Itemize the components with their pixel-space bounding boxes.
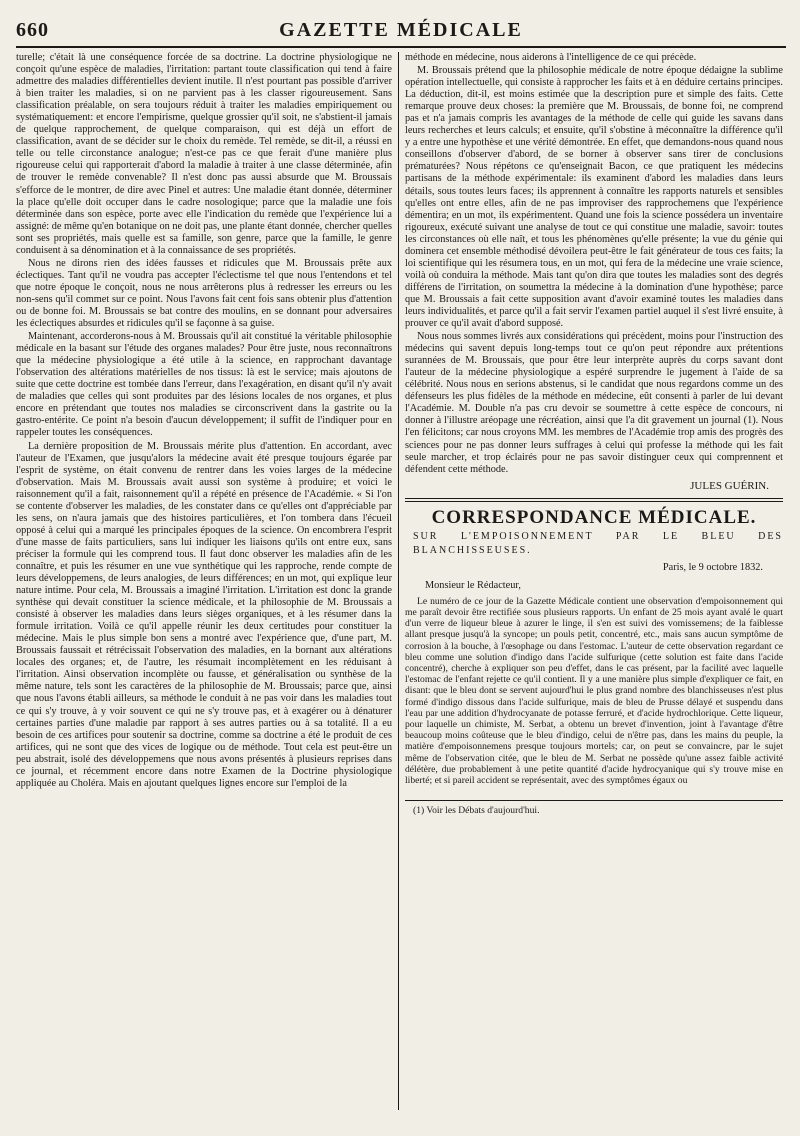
right-paragraph-2: M. Broussais prétend que la philosophie médicale de notre époque dédaigne la sublime opération intellectuelle, qui consiste à rapprocher les faits et à en déduire certains principes. La déduction, dit-il, est moins estimée que la description pure et simple des faits. Cette remarque prouve deux choses: la première que M. Broussais, de bonne foi, ne comprend pas et n'a jamais compris les avantages de la méthode de celle qui guide les savans dans leurs recherches et leurs calculs; et ensuite, qu'il s'obstine à méconnaître la différence qu'il y a entre une hypothèse et une vérité démontrée. En effet, que demandons-nous quand nous conseillons d'observer d'abord, de se borner à observer sans tirer de conclusions prématurées? Nous répétons ce qu'enseignait Bacon, ce que pratiquent les médecins partisans de la méthode expérimentale: ils examinent d'abord les maladies dans leurs détails, sous toutes leurs faces; ils apprennent à connaître les rapports naturels et sensibles qu'elles ont entre elles, afin de ne pas improviser des rapprochemens que l'expérience démentira; en un mot, ils expérimentent. Quand une fois la science possédera un inventaire rigoureux, exécuté suivant une analyse de tout ce qui constitue une maladie, savoir: toutes les circonstances où elle naît, et tous les phénomènes qu'elle présente; la vue du génie qui dominera cet ensemble méthodisé dévoilera peut-être le fait générateur de tous ces faits; la loi scientifique qui les résumera tous, en un mot, qui fera de la médecine une vraie science, voilà où conduira la méthode. Mais tant qu'on dira que toutes les maladies sont des degrés différens de l'irritation, on soumettra la médecine à la domination d'une hypothèse; parce que M. Broussais a fait cette supposition avant d'avoir examiné toutes les maladies dans leurs individualités, et parce qu'il a fait servir l'examen partiel auquel il s'est livré ensuite, à prouver ce qu'il avait d'abord supposé. — [405, 65, 783, 330]
correspondance-subtitle: SUR L'EMPOISONNEMENT PAR LE BLEU DES BLANCHISSEUSES. — [413, 530, 783, 556]
letter-dateline: Paris, le 9 octobre 1832. — [662, 561, 763, 573]
author-signature: JULES GUÉRIN. — [690, 479, 769, 492]
right-paragraph-3: Nous nous sommes livrés aux considérations qui précèdent, moins pour l'instruction des médecins qui savent depuis long-temps tout ce qu'on peut répondre aux prétentions surannées de M. Broussais, que pour être leur interprète auprès du corps savant dont l'auteur de la médecine physiologique a espéré surprendre le jugement à l'aide de sa célébrité. Nous nous en serions abstenus, si le candidat que nous regardons comme un des défenseurs les plus fidèles de la méthode en médecine, eût consenti à parler de lui devant l'Académie. M. Double n'a pas cru devoir se soumettre à cette espèce de concours, ni donner à l'illustre aréopage une récréation, ainsi que l'a dit gravement un journal (1). Nous l'en félicitons; car nous croyons MM. les membres de l'Académie trop amis des progrès des sciences pour ne pas donner leurs suffrages à celui qui professe la méthode qui les fait seule marcher, et trop éclairés pour ne pas savoir distinguer ceux qui comprennent et défendent cette méthode. — [405, 331, 783, 475]
letter-body: Le numéro de ce jour de la Gazette Médicale contient une observation d'empoisonnement qui me paraît devoir être rectifiée sous plusieurs rapports. Un enfant de 25 mois ayant avalé le quart d'un verre de liqueur bleue à azurer le linge, il s'en est suivi des vomissemens; de la faiblesse allant presque jusqu'à la syncope; un pouls petit, concentré, etc., mais sans aucun symptôme de corrosion à la bouche, à l'œsophage ou dans l'estomac. L'auteur de cette observation regardant ce bleu comme une solution d'indigo dans l'acide sulfurique (cette solution est faite dans l'acide concentré), cherche à expliquer son peu d'effet, dans le cas présent, par la facilité avec laquelle l'estomac de l'enfant rejette ce qu'il contient. Il y a une manière plus simple d'expliquer ce fait, en disant: que le bleu dont se servent aujourd'hui le plus grand nombre des blanchisseuses n'est plus formé d'indigo dissous dans l'acide sulfurique, mais de bleu de Prusse délayé et suspendu dans l'eau par une addition d'hydrocyanate de potasse ferruré, et d'acide hydrochlorique. Cette liqueur, pour laquelle un chimiste, M. Serbat, a obtenu un brevet d'invention, joint à l'avantage d'être beaucoup moins coûteuse que le bleu d'indigo, celui de n'être pas, dans les mains du peuple, la matière d'empoisonnemens presque toujours mortels; car, on peut se convaincre, par le sujet même de l'observation citée, que le bleu de M. Serbat ne possède qu'une assez faible activité délétère, due probablement à une petite quantité d'acide hydrocyanique qui s'y trouve mise en liberté; et si pareil accident se représentait, avec des symptômes égaux ou — [405, 595, 783, 787]
page-header — [16, 16, 786, 48]
left-column — [12, 52, 398, 1110]
correspondance-title: CORRESPONDANCE MÉDICALE. — [431, 506, 757, 528]
letter-salutation: Monsieur le Rédacteur, — [425, 579, 521, 591]
page-number: 660 — [16, 19, 49, 41]
left-paragraph-3: Maintenant, accorderons-nous à M. Broussais qu'il ait constitué la véritable philosophie médicale en la basant sur l'étude des organes malades? Pour être juste, nous reconnaîtrons que la médecine physiologique a été utile à la science, en rapprochant davantage l'observation des altérations matérielles de nos tissus: là est le service; mais ajoutons de suite que cette doctrine est tombée dans l'erreur, dans l'exagération, en disant qu'il n'y avait de maladies que celles qui sont produites par des lésions locales de nos organes, et plus encore en prétendant que toutes nos maladies se circonscrivent dans la gastrite ou la gastro-entérite. Ce point n'a besoin d'aucun développement; il suffit de l'indiquer pour en rappeler toutes les conséquences. — [16, 331, 392, 439]
right-paragraph-1: méthode en médecine, nous aiderons à l'intelligence de ce qui précède. — [405, 52, 697, 63]
footnote: (1) Voir les Débats d'aujourd'hui. — [405, 800, 783, 817]
left-paragraph-2: Nous ne dirons rien des idées fausses et ridicules que M. Broussais prête aux éclectiques. Tant qu'il ne voudra pas accepter l'éclectisme tel que nous l'entendons et tel que notre époque le conçoit, nous ne nous arrêterons plus à redresser les erreurs ou les non-sens qu'il commet sur ce point. Nous l'avons fait cent fois sans obtenir plus d'attention ou de bonne foi. M. Broussais se bat contre des moulins, en se donnant pour adversaires les éclectiques absurdes et ridicules qu'il se façonne à sa guise. — [16, 257, 392, 330]
right-column — [399, 52, 785, 1110]
left-paragraph-1: turelle; c'était là une conséquence forcée de sa doctrine. La doctrine physiologique ne conçoit qu'une espèce de maladies, l'irritation: partant toute classification qui tend à faire admettre des maladies différentielles devient inutile. Il n'est pourtant pas possible d'arriver à bien traiter les maladies, si on ne parvient pas à les classer rigoureusement. Sans classification préalable, on sera toujours réduit à traiter les maladies empiriquement ou systématiquement: et encore l'empirisme, quelque grossier qu'il soit, ne s'abstient-il jamais de quelque rapprochement, de quelque comparaison, qui est déjà un effort de classification, avant de se décider sur le choix du remède. Tel remède, se dit-il, a réussi en telle ou telle circonstance analogue; n'est-ce pas ce que ferait d'une manière plus rigoureuse celui qui rapporterait d'abord la maladie à traiter à une classe déterminée, afin de trouver le remède convenable? Il n'est donc pas aussi absurde que M. Broussais s'efforce de le montrer, de dire avec Pinel et autres: Une maladie étant donnée, déterminer la place qu'elle doit occuper dans le cadre nosologique; parce que la maladie une fois déterminée dans son espèce, porte avec elle l'indication du remède que l'expérience lui a assigné: de même qu'en botanique on ne doit pas, une plante étant donnée, chercher quelles sont ses propriétés, mais quelle est sa famille, son genre, parce que la famille, le genre conduisent à sa dénomination et à la connaissance de ses propriétés. — [16, 52, 392, 256]
left-paragraph-4: La dernière proposition de M. Broussais mérite plus d'attention. En accordant, avec l'auteur de l'Examen, que jusqu'alors la médecine avait été presque toujours égarée par l'esprit de système, on était convenu de rentrer dans les voies larges de la médecine d'observation. Mais M. Broussais avait aussi son système à produire; et voici le raisonnement qu'il a fait, raisonnement qu'il a répété en présence de l'Académie. « Si l'on se contente d'observer les maladies, de les constater dans ce qu'elles ont d'appréciable par les sens, on n'aura jamais que des histoires particulières, et l'on tombera dans l'écueil opposé à celui qui a marqué les principales époques de la science. On encombrera l'esprit d'une masse de faits particuliers, sans lui indiquer les liaisons qu'ils ont entre eux, sans préciser la formule qui les comprend tous. Il faut donc observer les maladies afin de les connaître, et puis les résumer en une vue synthétique qui les rapproche, rende compte de leurs développemens, de leurs analogies, de leurs différences; en un mot, qui explique leur nature intime. Pour cela, M. Broussais a imaginé l'irritation. L'irritation est donc la grande synthèse qui devait constituer la science médicale, et la philosophie de M. Broussais a consisté à observer les maladies dans leurs sièges organiques, et à les résumer dans la formule irritation. Voilà ce qu'il appelle réunir les deux certitudes pour constituer la médecine. Mais le plus simple bon sens a montré avec l'expérience que, d'une part, M. Broussais faussait et rétrécissait l'observation des maladies, en la bornant aux altérations locales des organes; et, de l'autre, les résumait incomplètement en les réduisant à l'irritation. Ainsi observation incomplète ou fausse, et généralisation ou synthèse de la même nature, tels sont les caractères de la philosophie de M. Broussais; parce que, ainsi que nous l'avons établi ailleurs, sa méthode le conduit à ne pas voir dans les maladies tout ce qui s'y trouve, à y voir souvent ce qui ne s'y trouve pas, et à exagérer ou à dénaturer certaines parties d'une maladie par rapport à ses autres parties ou à sa totalité. Il a eu besoin de ces artifices pour soutenir sa doctrine, comme sa doctrine a été le produit de ces artifices, qui ne sont que des vices de logique ou de méthode. Tout cela est peut-être un peu abstrait, isolé des développemens que nous avons présentés à plusieurs reprises dans ce journal, et récemment encore dans notre Examen de la Doctrine physiologique appliquée au Choléra. Mais en ajoutant quelques lignes encore sur l'emploi de la — [16, 440, 392, 789]
section-separator — [405, 498, 783, 502]
masthead-title: GAZETTE MÉDICALE — [279, 19, 523, 41]
text-columns — [12, 52, 788, 1110]
